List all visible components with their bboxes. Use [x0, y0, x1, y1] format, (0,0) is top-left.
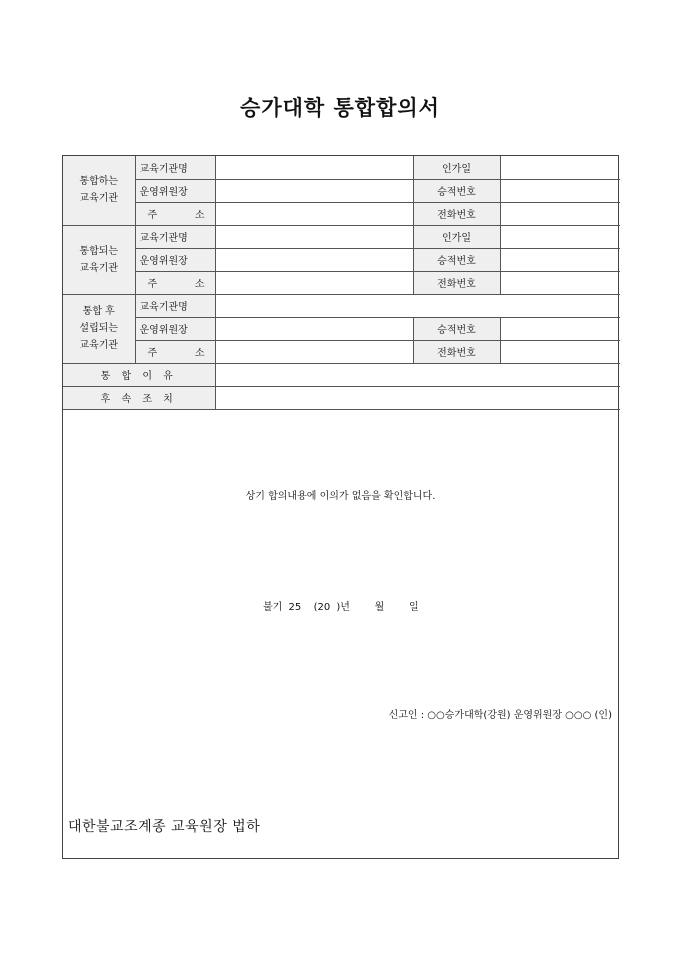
- label-approval-date: 인가일: [413, 225, 500, 248]
- label-director: 운영위원장: [135, 179, 215, 202]
- merged-institution-name-field[interactable]: [215, 225, 413, 248]
- label-address: 주 소: [135, 271, 215, 294]
- label-director: 운영위원장: [135, 317, 215, 340]
- document-title: 승가대학 통합합의서: [240, 96, 440, 120]
- label-phone: 전화번호: [413, 340, 500, 363]
- followup-actions-field[interactable]: [215, 386, 620, 409]
- label-address: 주 소: [135, 340, 215, 363]
- table-row: [63, 179, 620, 202]
- table-row: [63, 317, 620, 340]
- table-row: [63, 156, 620, 179]
- merger-reason-field[interactable]: [215, 363, 620, 386]
- confirmation-statement: 상기 합의내용에 이의가 없음을 확인합니다.: [245, 491, 436, 502]
- new-phone-field[interactable]: [500, 340, 620, 363]
- agreement-form: [62, 155, 619, 859]
- new-director-field[interactable]: [215, 317, 413, 340]
- label-followup-actions: 후 속 조 치: [63, 386, 215, 409]
- label-address: 주 소: [135, 202, 215, 225]
- merging-phone-field[interactable]: [500, 202, 620, 225]
- new-institution-name-field[interactable]: [215, 294, 620, 317]
- group-new-institution: 통합 후 설립되는 교육기관: [63, 294, 135, 363]
- merged-address-field[interactable]: [215, 271, 413, 294]
- new-registration-no-field[interactable]: [500, 317, 620, 340]
- table-row: [63, 271, 620, 294]
- merged-approval-date-field[interactable]: [500, 225, 620, 248]
- merging-director-field[interactable]: [215, 179, 413, 202]
- table-row: [63, 248, 620, 271]
- merged-director-field[interactable]: [215, 248, 413, 271]
- date-line: 불기 25 (20 )년 월 일: [263, 602, 419, 613]
- label-institution-name: 교육기관명: [135, 294, 215, 317]
- label-registration-no: 승적번호: [413, 179, 500, 202]
- table-row: [63, 363, 620, 386]
- label-director: 운영위원장: [135, 248, 215, 271]
- new-address-field[interactable]: [215, 340, 413, 363]
- merged-phone-field[interactable]: [500, 271, 620, 294]
- label-institution-name: 교육기관명: [135, 156, 215, 179]
- merged-registration-no-field[interactable]: [500, 248, 620, 271]
- label-merger-reason: 통 합 이 유: [63, 363, 215, 386]
- label-phone: 전화번호: [413, 202, 500, 225]
- group-merged-institution: 통합되는 교육기관: [63, 225, 135, 294]
- label-approval-date: 인가일: [413, 156, 500, 179]
- addressee: 대한불교조계종 교육원장 법하: [68, 819, 261, 835]
- label-registration-no: 승적번호: [413, 317, 500, 340]
- label-institution-name: 교육기관명: [135, 225, 215, 248]
- merging-registration-no-field[interactable]: [500, 179, 620, 202]
- merging-address-field[interactable]: [215, 202, 413, 225]
- merging-institution-name-field[interactable]: [215, 156, 413, 179]
- label-registration-no: 승적번호: [413, 248, 500, 271]
- group-merging-institution: 통합하는 교육기관: [63, 156, 135, 225]
- merging-approval-date-field[interactable]: [500, 156, 620, 179]
- table-row: [63, 340, 620, 363]
- table-row: [63, 202, 620, 225]
- table-row: [63, 225, 620, 248]
- table-row: [63, 386, 620, 409]
- table-row: [63, 294, 620, 317]
- agreement-table: [63, 156, 620, 410]
- signer-line: 신고인 : ○○승가대학(강원) 운영위원장 ○○○ (인): [388, 710, 612, 721]
- label-phone: 전화번호: [413, 271, 500, 294]
